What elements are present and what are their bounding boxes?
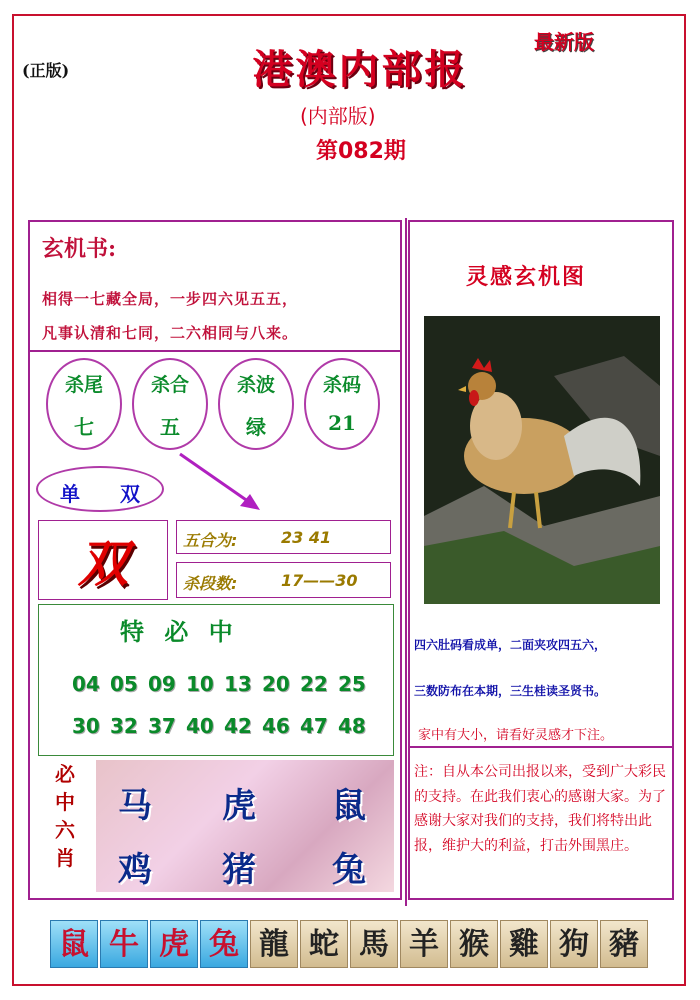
zodiac-cell: 馬 [350, 920, 398, 968]
number: 10 [186, 672, 214, 696]
latest-tag: 最新版 [534, 30, 594, 54]
subtitle: (内部版) [300, 104, 376, 128]
oval-key: 杀码 [322, 374, 361, 396]
number: 04 [72, 672, 100, 696]
xuanjishu-line-1: 相得一七藏全局，一步四六见五五， [42, 290, 299, 308]
arrow-icon [170, 448, 270, 520]
number: 25 [338, 672, 366, 696]
rooster-icon [424, 316, 660, 604]
bixiao-char: 肖 [55, 846, 75, 870]
wuhe-label: 五合为: [183, 531, 238, 550]
edition-tag: (正版) [22, 61, 70, 80]
oval-key: 杀合 [150, 374, 189, 396]
zodiac-cell: 羊 [400, 920, 448, 968]
number: 05 [110, 672, 138, 696]
bixiao-char: 中 [55, 790, 75, 814]
zodiac-cell: 牛 [100, 920, 148, 968]
number: 32 [110, 714, 138, 738]
panel-divider [405, 218, 407, 906]
oval-value: 七 [74, 415, 94, 439]
zodiac-animal: 鸡 [118, 850, 152, 890]
linggan-title: 灵感玄机图 [466, 264, 587, 290]
wuhe-box [176, 520, 391, 554]
sha-duan-box [176, 562, 391, 598]
oval-value: 21 [328, 411, 356, 435]
wuhe-value: 23 41 [281, 528, 332, 547]
zodiac-animal: 马 [118, 786, 152, 826]
page-title: 港澳内部报 [252, 46, 468, 93]
zodiac-cell: 豬 [600, 920, 648, 968]
number: 47 [300, 714, 328, 738]
verse-line-2: 三数防布在本期，三生桂读圣贤书。 [414, 684, 607, 698]
zodiac-animal: 兔 [332, 850, 366, 890]
dan-shuang-oval [36, 466, 164, 512]
oval-key: 杀波 [236, 374, 275, 396]
zodiac-animal: 猪 [222, 850, 256, 890]
dan-label: 单 [60, 482, 80, 506]
shuang-label: 双 [120, 482, 140, 506]
notice-text: 注：自从本公司出报以来，受到广大彩民的支持。在此我们衷心的感谢大家。为了感谢大家对我们的支持，我们将特出此报，维护大的利益，打击外围黑庄。 [414, 764, 666, 854]
zodiac-cell: 鼠 [50, 920, 98, 968]
zodiac-animal: 鼠 [332, 786, 366, 826]
oval-sha-wei [46, 358, 122, 450]
rooster-image [424, 316, 660, 604]
zodiac-animal: 虎 [222, 786, 256, 826]
number: 13 [224, 672, 252, 696]
zodiac-cell: 蛇 [300, 920, 348, 968]
number: 09 [148, 672, 176, 696]
number: 20 [262, 672, 290, 696]
result-big: 双 [78, 534, 128, 593]
xuanjishu-line-2: 凡事认清和七同，二六相同与八来。 [42, 324, 299, 342]
oval-value: 五 [160, 415, 180, 439]
reminder-text: 家中有大小，请看好灵感才下注。 [418, 728, 614, 743]
section-divider [30, 350, 400, 352]
zodiac-cell: 兔 [200, 920, 248, 968]
sha-duan-label: 杀段数: [183, 574, 238, 593]
bixiao-char: 必 [55, 762, 75, 786]
number: 37 [148, 714, 176, 738]
zodiac-cell: 龍 [250, 920, 298, 968]
number: 42 [224, 714, 252, 738]
right-divider [408, 746, 674, 748]
oval-key: 杀尾 [64, 374, 103, 396]
number: 40 [186, 714, 214, 738]
number: 46 [262, 714, 290, 738]
sha-duan-value: 17——30 [281, 571, 358, 590]
six-zodiac-panel [96, 760, 394, 892]
oval-sha-he [132, 358, 208, 450]
issue-number: 第082期 [316, 139, 406, 164]
zodiac-cell: 猴 [450, 920, 498, 968]
zodiac-cell: 狗 [550, 920, 598, 968]
oval-sha-ma [304, 358, 380, 450]
oval-sha-bo [218, 358, 294, 450]
number: 22 [300, 672, 328, 696]
bi-zhong-liu-xiao-label [44, 760, 86, 872]
number: 30 [72, 714, 100, 738]
xuanjishu-label: 玄机书: [42, 236, 117, 262]
number: 48 [338, 714, 366, 738]
oval-value: 绿 [246, 415, 266, 439]
zodiac-cell: 雞 [500, 920, 548, 968]
zodiac-strip [50, 920, 650, 970]
te-bi-zhong-title: 特 必 中 [120, 617, 239, 646]
zodiac-cell: 虎 [150, 920, 198, 968]
verse-line-1: 四六肚码看成单，二面夹攻四五六， [414, 638, 607, 652]
bixiao-char: 六 [55, 818, 75, 842]
